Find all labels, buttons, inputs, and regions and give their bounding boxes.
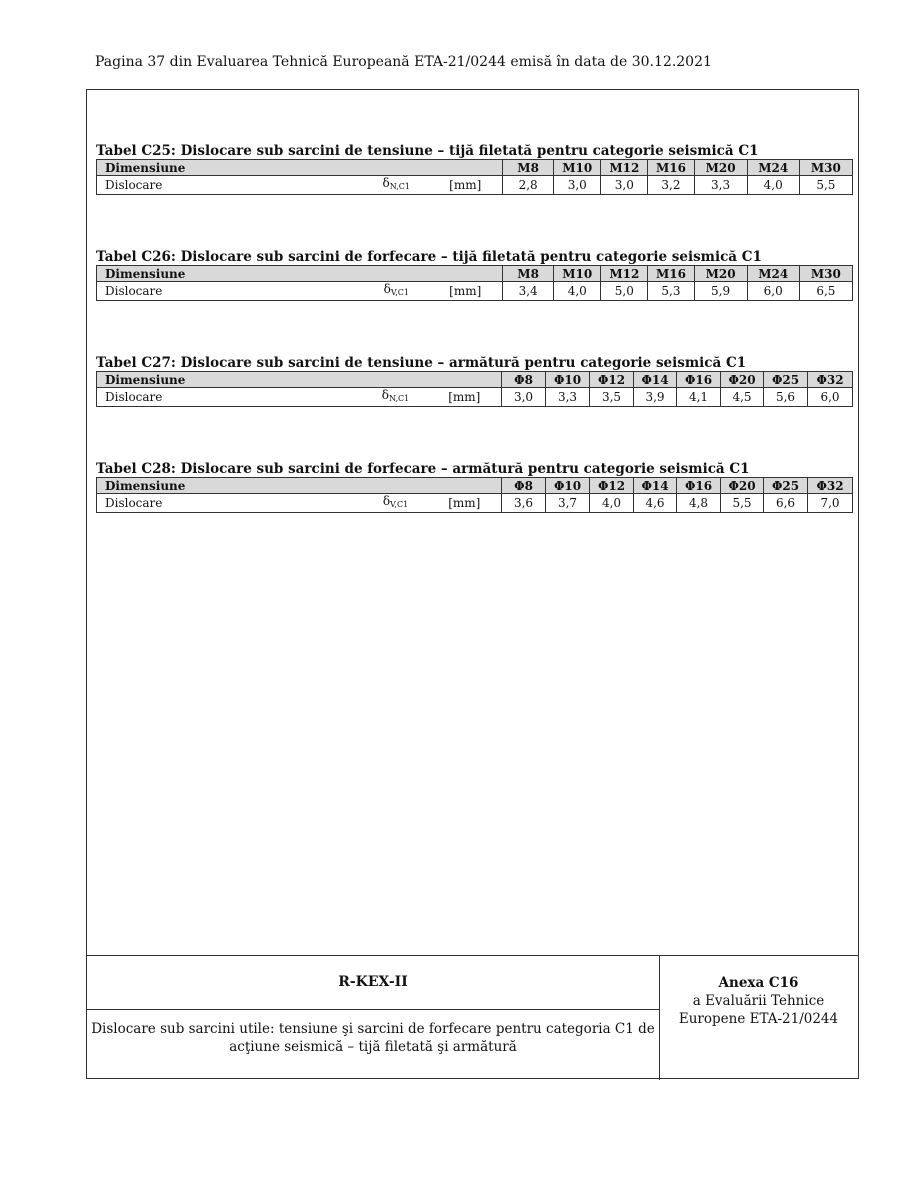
value-cell: 6,6 <box>764 494 808 513</box>
header-row <box>97 372 853 388</box>
value-cell: 3,2 <box>648 176 694 195</box>
size-header: M30 <box>799 160 852 176</box>
data-table <box>96 371 853 407</box>
size-header: M20 <box>694 266 747 282</box>
unit-cell: [mm] <box>428 282 502 301</box>
value-cell: 5,3 <box>648 282 694 301</box>
footer <box>87 955 858 1080</box>
row-label: Dislocare <box>97 176 365 195</box>
size-header: M20 <box>694 160 747 176</box>
value-cell: 3,3 <box>694 176 747 195</box>
dimension-header: Dimensiune <box>97 266 503 282</box>
header-row <box>97 160 853 176</box>
table-row <box>97 282 853 301</box>
size-header: M12 <box>601 266 648 282</box>
symbol-subscript: N,C1 <box>388 394 410 403</box>
symbol: δ <box>382 176 390 190</box>
symbol-subscript: V,C1 <box>390 288 409 297</box>
size-header: M30 <box>799 266 852 282</box>
size-header: M10 <box>554 266 601 282</box>
annex-description <box>87 1020 659 1056</box>
value-cell: 6,0 <box>747 282 799 301</box>
size-header: M10 <box>554 160 601 176</box>
value-cell: 3,0 <box>601 176 648 195</box>
size-header: M24 <box>747 160 799 176</box>
value-cell: 4,1 <box>677 388 721 407</box>
size-header: Φ25 <box>764 372 808 388</box>
product-name: R-KEX-II <box>87 956 659 1010</box>
size-header: M24 <box>747 266 799 282</box>
size-header: Φ14 <box>634 478 677 494</box>
value-cell: 5,9 <box>694 282 747 301</box>
size-header: Φ10 <box>546 478 590 494</box>
value-cell: 4,0 <box>747 176 799 195</box>
table-title: Tabel C27: Dislocare sub sarcini de tensiune – armătură pentru categorie seismică C1 <box>96 355 747 371</box>
size-header: Φ10 <box>546 372 590 388</box>
table-row <box>97 494 853 513</box>
size-header: Φ8 <box>502 372 546 388</box>
page-header: Pagina 37 din Evaluarea Tehnică Europeană ETA-21/0244 emisă în data de 30.12.2021 <box>95 54 712 70</box>
value-cell: 3,3 <box>546 388 590 407</box>
value-cell: 5,5 <box>721 494 764 513</box>
size-header: Φ32 <box>808 372 853 388</box>
table-c27 <box>96 356 853 407</box>
size-header: Φ8 <box>502 478 546 494</box>
unit-cell: [mm] <box>428 388 502 407</box>
data-table <box>96 477 853 513</box>
size-header: Φ16 <box>677 478 721 494</box>
dimension-header: Dimensiune <box>97 478 502 494</box>
description-line: Dislocare sub sarcini utile: tensiune şi sarcini de forfecare pentru categoria C1 de <box>91 1021 655 1037</box>
row-label: Dislocare <box>97 494 364 513</box>
size-header: Φ14 <box>634 372 677 388</box>
table-row <box>97 176 853 195</box>
symbol-cell <box>364 176 428 195</box>
row-label: Dislocare <box>97 282 365 301</box>
annex-box <box>659 974 858 1028</box>
table-c26 <box>96 250 853 301</box>
value-cell: 5,0 <box>601 282 648 301</box>
size-header: M16 <box>648 160 694 176</box>
value-cell: 3,5 <box>590 388 634 407</box>
value-cell: 4,6 <box>634 494 677 513</box>
footer-left <box>87 956 660 1080</box>
table-title: Tabel C26: Dislocare sub sarcini de forfecare – tijă filetată pentru categorie seismică C1 <box>96 249 762 265</box>
table-row <box>97 388 853 407</box>
size-header: M8 <box>503 266 554 282</box>
size-header: Φ20 <box>721 478 764 494</box>
value-cell: 3,7 <box>546 494 590 513</box>
header-row <box>97 478 853 494</box>
size-header: M16 <box>648 266 694 282</box>
value-cell: 2,8 <box>503 176 554 195</box>
row-label: Dislocare <box>97 388 364 407</box>
value-cell: 4,5 <box>721 388 764 407</box>
value-cell: 4,0 <box>554 282 601 301</box>
table-title: Tabel C25: Dislocare sub sarcini de tensiune – tijă filetată pentru categorie seismică C1 <box>96 143 759 159</box>
value-cell: 7,0 <box>808 494 853 513</box>
data-table <box>96 265 853 301</box>
value-cell: 6,0 <box>808 388 853 407</box>
symbol-cell <box>364 388 428 407</box>
size-header: Φ32 <box>808 478 853 494</box>
annex-line: Europene ETA-21/0244 <box>678 1011 839 1027</box>
unit-cell: [mm] <box>428 494 502 513</box>
value-cell: 3,0 <box>502 388 546 407</box>
size-header: M8 <box>503 160 554 176</box>
symbol: δ <box>383 282 391 296</box>
dimension-header: Dimensiune <box>97 372 502 388</box>
header-row <box>97 266 853 282</box>
unit-cell: [mm] <box>428 176 502 195</box>
annex-line: a Evaluării Tehnice <box>692 993 825 1009</box>
symbol-cell <box>364 494 428 513</box>
size-header: Φ25 <box>764 478 808 494</box>
symbol-cell <box>364 282 428 301</box>
value-cell: 4,8 <box>677 494 721 513</box>
description-line: acţiune seismică – tijă filetată şi armătură <box>229 1039 517 1055</box>
document-frame <box>86 89 859 1079</box>
table-title: Tabel C28: Dislocare sub sarcini de forfecare – armătură pentru categorie seismică C1 <box>96 461 750 477</box>
value-cell: 3,6 <box>502 494 546 513</box>
size-header: M12 <box>601 160 648 176</box>
value-cell: 3,0 <box>554 176 601 195</box>
size-header: Φ16 <box>677 372 721 388</box>
table-c28 <box>96 462 853 513</box>
data-table <box>96 159 853 195</box>
value-cell: 5,5 <box>799 176 852 195</box>
size-header: Φ20 <box>721 372 764 388</box>
size-header: Φ12 <box>590 478 634 494</box>
annex-title: Anexa C16 <box>718 975 799 991</box>
symbol-subscript: V,C1 <box>390 500 409 509</box>
symbol: δ <box>381 388 389 402</box>
symbol: δ <box>382 494 391 508</box>
value-cell: 3,4 <box>503 282 554 301</box>
size-header: Φ12 <box>590 372 634 388</box>
value-cell: 5,6 <box>764 388 808 407</box>
dimension-header: Dimensiune <box>97 160 503 176</box>
symbol-subscript: N,C1 <box>389 182 410 191</box>
value-cell: 4,0 <box>590 494 634 513</box>
value-cell: 6,5 <box>799 282 852 301</box>
value-cell: 3,9 <box>634 388 677 407</box>
table-c25 <box>96 144 853 195</box>
